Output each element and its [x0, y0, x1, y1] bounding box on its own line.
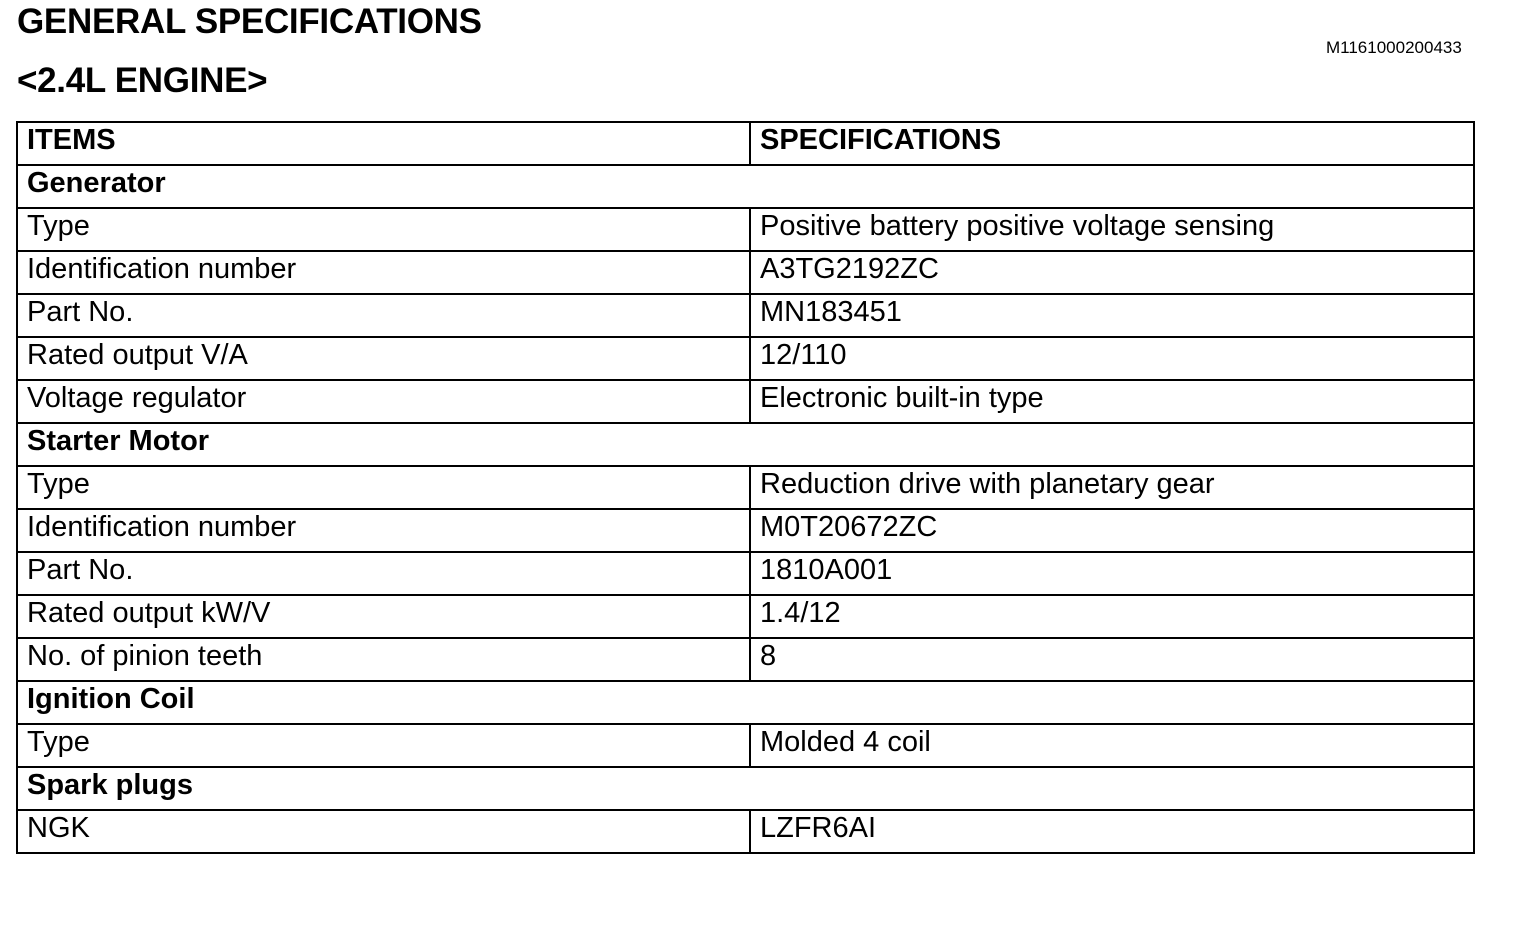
spec-cell: 12/110	[750, 337, 1474, 380]
specifications-table-body	[17, 122, 1474, 853]
engine-subtitle: <2.4L ENGINE>	[17, 61, 268, 100]
item-cell: Rated output kW/V	[17, 595, 750, 638]
page-title: GENERAL SPECIFICATIONS	[17, 2, 482, 41]
spec-cell: 1.4/12	[750, 595, 1474, 638]
table-row	[17, 294, 1474, 337]
table-row	[17, 724, 1474, 767]
spec-cell: Electronic built-in type	[750, 380, 1474, 423]
spec-cell: MN183451	[750, 294, 1474, 337]
item-cell: Rated output V/A	[17, 337, 750, 380]
table-row	[17, 509, 1474, 552]
item-cell: Part No.	[17, 552, 750, 595]
item-cell: Part No.	[17, 294, 750, 337]
document-id: M1161000200433	[1326, 38, 1462, 57]
spec-cell: M0T20672ZC	[750, 509, 1474, 552]
section-row	[17, 681, 1474, 724]
spec-cell: A3TG2192ZC	[750, 251, 1474, 294]
spec-cell: Positive battery positive voltage sensing	[750, 208, 1474, 251]
table-row	[17, 208, 1474, 251]
spec-cell: 8	[750, 638, 1474, 681]
item-cell: Type	[17, 466, 750, 509]
specifications-table	[16, 121, 1475, 854]
table-row	[17, 595, 1474, 638]
table-row	[17, 552, 1474, 595]
spec-cell: Reduction drive with planetary gear	[750, 466, 1474, 509]
item-cell: Type	[17, 724, 750, 767]
table-row	[17, 638, 1474, 681]
section-heading: Ignition Coil	[17, 681, 1474, 724]
spec-cell: Molded 4 coil	[750, 724, 1474, 767]
section-row	[17, 165, 1474, 208]
item-cell: Identification number	[17, 251, 750, 294]
spec-cell: LZFR6AI	[750, 810, 1474, 853]
item-cell: NGK	[17, 810, 750, 853]
spec-cell: 1810A001	[750, 552, 1474, 595]
table-row	[17, 380, 1474, 423]
table-row	[17, 251, 1474, 294]
item-cell: Identification number	[17, 509, 750, 552]
section-heading: Generator	[17, 165, 1474, 208]
items-column-header: ITEMS	[17, 122, 750, 165]
item-cell: Type	[17, 208, 750, 251]
item-cell: No. of pinion teeth	[17, 638, 750, 681]
section-heading: Starter Motor	[17, 423, 1474, 466]
section-heading: Spark plugs	[17, 767, 1474, 810]
table-row	[17, 337, 1474, 380]
section-row	[17, 767, 1474, 810]
table-row	[17, 810, 1474, 853]
table-header-row	[17, 122, 1474, 165]
section-row	[17, 423, 1474, 466]
specifications-column-header: SPECIFICATIONS	[750, 122, 1474, 165]
table-row	[17, 466, 1474, 509]
item-cell: Voltage regulator	[17, 380, 750, 423]
